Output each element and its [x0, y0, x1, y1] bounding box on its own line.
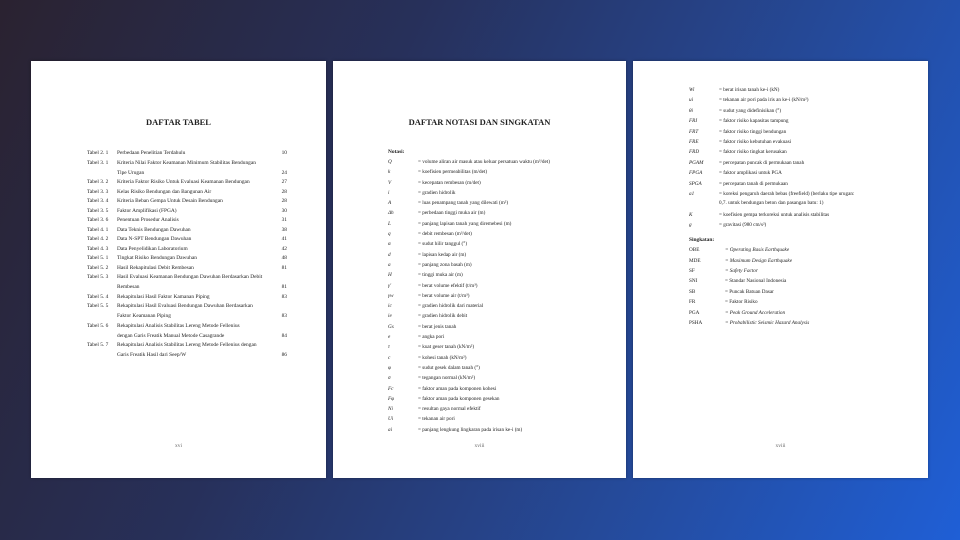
page-ref: 86 [281, 352, 287, 358]
description-line: = percepatan puncak di permukaan tanah [719, 159, 805, 166]
table-title-line: Tingkat Risiko Bendungan Dawuhan [117, 255, 197, 261]
notation-symbol: Δh [388, 210, 394, 217]
table-title [117, 343, 279, 358]
notation-description: = gradien hidrolik debit [418, 313, 468, 320]
notation-list [388, 149, 603, 438]
abbreviation-row [689, 279, 904, 289]
page-number: xviii [474, 443, 485, 449]
description-line: = faktor risiko tinggi bendungan [719, 128, 787, 135]
toc-row [87, 295, 287, 300]
notation-description [719, 223, 904, 228]
notation-description: = gradien hidrolik [418, 189, 456, 196]
abbreviation: SNI [689, 278, 698, 285]
table-title-line: Faktor Amplifikasi (FPGA) [117, 207, 177, 214]
notation-symbol: k [388, 169, 391, 176]
page-notasi-continued [633, 61, 928, 478]
table-number: Tabel 5. 6 [87, 322, 109, 329]
description-line: = sudut yang didefinisikan (°) [719, 107, 782, 114]
notation-list-continued [689, 88, 904, 331]
notation-symbol: Q [388, 159, 392, 165]
table-title-line: Kriteria Nilai Faktor Keamanan Minimum Stabilitas Bendungan [117, 159, 256, 166]
page-ref: 24 [281, 169, 287, 176]
notation-description: = berat volume air (t/m³) [418, 292, 470, 299]
description-line: = faktor risiko kapasitas tampung [719, 118, 789, 125]
notation-symbol: d [388, 251, 391, 258]
table-title-line: Rekapitulasi Analisis Stabilitas Lereng Metode Fellenius dengan [117, 342, 257, 348]
notation-symbol: SPGA [689, 180, 702, 187]
notation-symbol: V [388, 179, 392, 186]
abbreviation-meaning: = Peak Ground Acceleration [725, 309, 786, 316]
page-ref: 41 [281, 236, 287, 242]
notation-symbol: α [388, 241, 391, 248]
page-ref: 48 [281, 255, 287, 261]
notation-symbol: L [388, 220, 391, 227]
table-title-line: Hasil Rekapitulasi Debit Rembesan [117, 264, 194, 271]
abbreviation-meaning: = Probabilistic Seismic Hazard Analysis [725, 320, 810, 327]
toc-row [87, 209, 287, 214]
notation-symbol: q [388, 231, 391, 238]
notation-description: = lapisan kedap air (m) [418, 251, 467, 258]
notation-description: = tegangan normal (kN/m²) [418, 375, 476, 382]
table-title-line: Faktor Keamanan Piping [117, 313, 171, 319]
notation-symbol: Fφ [388, 395, 395, 402]
toc-row [87, 161, 287, 176]
notation-description: = kohesi tanah (kN/m²) [418, 354, 467, 361]
notation-symbol: γw [388, 292, 394, 299]
table-title [117, 151, 279, 156]
table-title [117, 304, 279, 319]
table-title [117, 324, 279, 339]
notation-symbol: g [689, 221, 692, 228]
notation-row [689, 223, 904, 233]
abbreviation-meaning: = Operating Basis Earthquake [725, 247, 790, 254]
table-title [117, 209, 279, 214]
table-title-line: Rembesan [117, 284, 140, 290]
table-number: Tabel 5. 1 [87, 255, 109, 261]
page-ref: 38 [281, 226, 287, 233]
table-number: Tabel 3. 2 [87, 179, 109, 185]
notation-symbol: Ui [388, 416, 394, 423]
table-title-line: Perbedaan Penelitian Terdahulu [117, 150, 186, 156]
table-number: Tabel 5. 3 [87, 274, 109, 280]
notation-symbol: ui [689, 97, 694, 104]
table-title-line: Kelas Risiko Bendungan dan Bangunan Air [117, 188, 212, 195]
notation-description: = berat volume efektif (t/m³) [418, 282, 478, 289]
page-daftar-notasi [333, 61, 626, 478]
table-number: Tabel 4. 3 [87, 245, 109, 252]
toc-row [87, 228, 287, 233]
notation-description: = sudut gesek dalam tanah (°) [418, 364, 480, 371]
page-ref: 81 [281, 284, 287, 290]
page-ref: 28 [281, 188, 287, 195]
table-title-line: Garis Freatik Hasil dari Seep/W [117, 352, 187, 358]
notation-symbol: τ [388, 344, 390, 351]
table-number: Tabel 5. 2 [87, 264, 109, 271]
notation-symbol: FRE [689, 138, 699, 145]
toc-row [87, 218, 287, 223]
abbreviation-row [689, 259, 904, 269]
description-line: = berat irisan tanah ke-i (kN) [719, 87, 780, 93]
table-list [87, 151, 287, 363]
notation-symbol: a [388, 261, 391, 268]
notation-symbol: Wi [689, 87, 695, 93]
page-daftar-tabel [31, 61, 326, 478]
abbreviation-row [689, 248, 904, 258]
notation-row [689, 192, 904, 213]
abbreviation-meaning: = Puncak Batuan Dasar [725, 288, 774, 295]
toc-row [87, 180, 287, 185]
table-number: Tabel 5. 7 [87, 342, 109, 348]
page-ref: 83 [281, 293, 287, 300]
section-heading: Singkatan: [689, 237, 715, 244]
abbreviation-meaning: = Standar Nasional Indonesia [725, 278, 787, 285]
description-line: = koreksi pengaruh daerah bebas (freefield) (berlaku tipe urugan: [719, 190, 855, 197]
notation-description: = sudut hilir tanggul (°) [418, 241, 468, 248]
table-number: Tabel 4. 1 [87, 226, 109, 233]
notation-description [719, 161, 904, 166]
toc-row [87, 247, 287, 252]
notation-description [719, 119, 904, 124]
table-title-line: Data Penyelidikan Laboratorium [117, 245, 188, 252]
table-title-line: Kriteria Faktor Risiko Untuk Evaluasi Keamanan Bendungan [117, 179, 250, 185]
table-title-line: Hasil Evaluasi Keamanan Bendungan Dawuhan Berdasarkan Debit [117, 274, 263, 280]
table-title [117, 218, 279, 223]
notation-description: = angka pori [418, 334, 445, 341]
table-title-line: Rekapitulasi Analisis Stabilitas Lereng Metode Fellenius [117, 322, 240, 329]
table-title-line: Rekapitulasi Hasil Faktor Kamanan Piping [117, 293, 210, 300]
table-title [117, 190, 279, 195]
abbreviation-list [689, 237, 904, 331]
notation-symbol: FRD [689, 149, 700, 156]
table-number: Tabel 3. 6 [87, 217, 109, 223]
page-ref: 28 [281, 198, 287, 204]
page-ref: 30 [281, 207, 287, 214]
table-title [117, 275, 279, 290]
notation-symbol: θi [689, 107, 693, 114]
table-title [117, 228, 279, 233]
notation-row [388, 428, 603, 438]
notation-description: = debit rembesan (m³/det) [418, 231, 472, 238]
notation-symbol: K [689, 211, 693, 218]
table-title-line: dengan Garis Freatik Manual Metode Casagrande [117, 332, 225, 339]
notation-description: = kuat geser tanah (kN/m²) [418, 344, 475, 351]
notation-symbol: ic [388, 303, 392, 310]
notation-symbol: i [388, 189, 390, 196]
notation-description [719, 109, 904, 114]
abbreviation-row [689, 290, 904, 300]
toc-row [87, 237, 287, 242]
table-title-line: Data N-SPT Bendungan Dawuhan [117, 236, 192, 242]
abbreviation-row [689, 269, 904, 279]
table-title-line: Tipe Urugan [117, 169, 145, 176]
abbreviation-meaning: = Safety Factor [725, 268, 758, 275]
page-ref: 42 [281, 245, 287, 252]
notation-description: = perbedaan tinggi muka air (m) [418, 210, 486, 217]
table-number: Tabel 3. 4 [87, 198, 109, 204]
table-number: Tabel 3. 5 [87, 207, 109, 214]
table-title [117, 256, 279, 261]
notation-description: = panjang zona basah (m) [418, 261, 472, 268]
notation-description: = tinggi muka air (m) [418, 272, 463, 279]
toc-row [87, 151, 287, 156]
notation-description [719, 213, 904, 218]
description-line: = tekanan air pori pada iris an ke-i (kN/m²) [719, 97, 809, 104]
table-number: Tabel 5. 4 [87, 293, 109, 300]
page-ref: 83 [281, 313, 287, 319]
toc-row [87, 256, 287, 261]
table-title [117, 295, 279, 300]
notation-symbol: σ [388, 375, 391, 382]
description-line: = faktor risiko tingkat kerusakan [719, 149, 787, 156]
page-number: xviii [775, 443, 786, 449]
notation-symbol: φ [388, 364, 391, 371]
table-number: Tabel 2. 1 [87, 150, 109, 156]
table-title [117, 180, 279, 185]
table-title-line: Kriteria Beban Gempa Untuk Desain Bendungan [117, 198, 223, 204]
page-ref: 81 [281, 264, 287, 271]
page-ref: 31 [281, 217, 287, 223]
notation-description: = resultan gaya normal efektif [418, 406, 481, 413]
notation-symbol: H [388, 272, 392, 279]
notation-symbol: c [388, 354, 391, 361]
abbreviation: OBE [689, 247, 700, 254]
table-title [117, 199, 279, 204]
notation-description [719, 98, 904, 103]
page-ref: 84 [281, 332, 287, 339]
notation-description: = gradien hidrolik dari material [418, 303, 484, 310]
description-line: = faktor amplikasi untuk PGA [719, 170, 782, 177]
notation-row [388, 376, 603, 386]
table-number: Tabel 4. 2 [87, 236, 109, 242]
notation-description [719, 182, 904, 187]
notation-description: = tekanan air pori [418, 416, 455, 423]
notation-description [719, 88, 904, 93]
notation-description: = luas penampang tanah yang dilewati (m²) [418, 200, 509, 207]
toc-row [87, 190, 287, 195]
abbreviation: SF [689, 268, 695, 275]
toc-row [87, 275, 287, 290]
notation-symbol: FPGA [689, 170, 703, 177]
abbreviation: SB [689, 288, 696, 295]
abbreviation-row [689, 300, 904, 310]
page-title: DAFTAR TABEL [146, 117, 211, 127]
notation-symbol: e [388, 334, 391, 341]
notation-description: = volume aliran air masuk atau keluar persatuan waktu (m³/det) [418, 159, 550, 165]
toc-row [87, 266, 287, 271]
notation-symbol: Fc [388, 385, 394, 392]
table-number: Tabel 5. 5 [87, 303, 109, 309]
table-title-line: Rekapitulasi Hasil Evaluasi Bendungan Dawuhan Berdasarkan [117, 303, 253, 309]
notation-symbol: ai [388, 426, 393, 433]
abbreviation-row [689, 321, 904, 331]
table-title [117, 161, 279, 176]
notation-symbol: FRT [689, 128, 699, 135]
notation-description: = faktor aman pada komponen gesekan [418, 395, 500, 402]
table-title [117, 266, 279, 271]
notation-symbol: Gs [388, 323, 394, 330]
page-number: xvi [174, 443, 183, 449]
notation-symbol: FRI [689, 118, 698, 125]
abbreviation: FR [689, 299, 696, 306]
notation-description [719, 140, 904, 145]
toc-row [87, 324, 287, 339]
notation-symbol: A [388, 200, 392, 207]
notation-symbol: PGAM [689, 159, 704, 166]
table-number: Tabel 3. 1 [87, 159, 109, 166]
toc-row [87, 199, 287, 204]
section-heading: Notasi: [388, 149, 405, 155]
notation-description: = panjang lapisan tanah yang diremebesi (m) [418, 220, 512, 227]
description-line: = percepatan tanah di permukaan [719, 180, 788, 187]
abbreviation: MDE [689, 257, 701, 264]
description-line: 0,7. untuk bendungan beton dan pasangan batu: 1) [719, 200, 824, 207]
description-line: = gravitasi (980 cm/s²) [719, 221, 767, 228]
notation-description: = faktor aman pada komponen kohesi [418, 385, 497, 392]
page-title: DAFTAR NOTASI DAN SINGKATAN [408, 117, 551, 127]
notation-description [719, 130, 904, 135]
notation-description [719, 150, 904, 155]
notation-symbol: Ni [388, 406, 393, 413]
abbreviation: PSHA [689, 320, 703, 327]
description-line: = koefisien gempa terkoreksi untuk analisis stabilitas [719, 211, 830, 218]
table-number: Tabel 3. 3 [87, 188, 109, 195]
table-title-line: Penentuan Prosedur Analisis [117, 217, 179, 223]
abbreviation-meaning: = Maximum Design Earthquake [725, 257, 793, 264]
abbreviation: PGA [689, 309, 700, 316]
notation-symbol: γ' [388, 282, 392, 289]
notation-description [719, 171, 904, 176]
notation-description: = kecepatan rembesan (m/det) [418, 179, 481, 186]
toc-row [87, 343, 287, 358]
notation-description: = panjang lengkung lingkaran pada irisan ke-i (m) [418, 426, 523, 433]
table-title [117, 247, 279, 252]
table-title-line: Data Teknis Bendungan Dawuhan [117, 226, 191, 233]
toc-row [87, 304, 287, 319]
notation-description: = berat jenis tanah [418, 323, 457, 330]
notation-symbol: a1 [689, 190, 695, 197]
table-title [117, 237, 279, 242]
notation-description [719, 192, 904, 206]
notation-symbol: ie [388, 313, 392, 320]
notation-description: = koefisien permeabilitas (m/det) [418, 169, 488, 176]
abbreviation-meaning: = Faktor Risiko [725, 299, 758, 306]
page-ref: 27 [281, 179, 287, 185]
page-ref: 10 [281, 150, 287, 156]
description-line: = faktor risiko kebutuhan evakuasi [719, 138, 792, 145]
